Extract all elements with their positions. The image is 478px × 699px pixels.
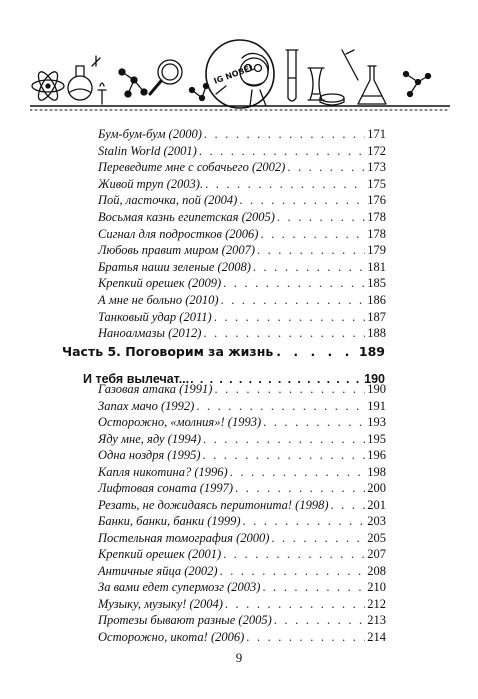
entry-title: А мне не больно (2010) [98,293,219,307]
hourglass-icon [308,68,324,100]
pipette-icon [342,50,358,80]
toc-entry [98,481,386,496]
entry-title: Сигнал для подростков (2006) [98,226,259,241]
toc-entry [98,613,386,628]
entry-title: Крепкий орешек (2009) [98,276,222,291]
toc-entry [98,514,386,529]
toc-entry [98,465,386,480]
entry-title: Осторожно, икота! (2006) [98,629,245,644]
entry-title: Stalin World (2001) [98,143,197,158]
atom-icon [32,69,64,103]
toc-entry [98,399,386,414]
entry-page: 171 [367,127,386,141]
entry-title: Крепкий орешек (2001) [98,547,222,561]
molecule-right-icon [404,72,431,97]
entry-title: Банки, банки, банки (1999) [98,514,241,528]
leader-dots [253,260,365,275]
molecule-small-icon [190,84,209,101]
toc-entry [98,326,386,341]
entry-title: Пой, ласточка, пой (2004) [98,193,238,208]
entry-page: 200 [367,481,386,495]
leader-dots [287,160,365,175]
entry-title: Восьмая казнь египетская (2005) [98,210,275,224]
leader-dots [230,465,366,480]
entry-page: 205 [367,530,386,545]
leader-dots [239,193,365,208]
entry-title: Резать, не дожидаясь перитонита! (1998) [98,497,329,512]
entry-title: Античные яйца (2002) [98,563,218,578]
entry-page: 181 [367,259,386,274]
entry-title: Братья наши зеленые (2008) [98,259,251,274]
leader-dots [257,243,365,258]
entry-page: 214 [367,629,386,644]
leader-dots [235,481,365,496]
entry-page: 198 [367,464,386,479]
part-heading [62,344,385,359]
entry-page: 185 [367,276,386,291]
toc-entry [98,531,386,546]
entry-title: Постельная томография (2000) [98,530,270,545]
header-illustration [30,28,450,120]
toc-entry [98,597,386,612]
leader-dots [203,432,365,447]
toc-entry [98,580,386,595]
entry-title: Одна ноздря (1995) [98,448,201,462]
toc-entry [98,293,386,308]
entry-page: 178 [367,210,386,224]
toc-entry [98,193,386,208]
entry-title: Яду мне, яду (1994) [98,431,201,446]
entry-page: 201 [367,497,386,512]
leader-dots [220,564,366,579]
toc-entry [98,210,386,225]
leader-dots [263,415,365,430]
leader-dots [203,326,365,341]
entry-page: 179 [367,243,386,258]
toc-entry [98,177,386,192]
entry-title: Осторожно, «молния»! (1993) [98,415,262,429]
entry-page: 172 [367,143,386,158]
entry-title: Газовая атака (1991) [98,382,213,396]
entry-page: 187 [367,309,386,324]
entry-page: 207 [367,547,386,561]
entry-page: 213 [367,613,386,627]
toc-entry [98,243,386,258]
entry-page: 196 [367,448,386,462]
leader-dots [214,310,366,325]
entry-title: Переведите мне с собачьего (2002) [98,160,286,175]
toc-entry [98,415,386,430]
toc-entry [98,448,386,463]
magnifier-icon [150,60,182,94]
round-flask-icon [68,56,106,104]
toc-entry [98,276,386,291]
leader-dots [271,531,365,546]
entry-title: Лифтовая соната (1997) [98,481,234,495]
entry-title: Живой труп (2003). [98,176,204,191]
leader-dots [204,127,365,142]
section-heading [83,372,385,386]
conical-flask-icon [358,66,386,104]
entry-page: 173 [367,160,386,175]
entry-title: Музыку, музыку! (2004) [98,596,223,611]
page-number: 9 [235,650,243,665]
entry-page: 190 [367,382,386,396]
entry-page: 195 [367,431,386,446]
leader-dots [221,293,366,308]
entry-page: 188 [367,326,386,341]
leader-dots [277,210,365,225]
leader-dots [196,399,365,414]
leader-dots [260,227,365,242]
entry-page: 212 [367,596,386,611]
entry-page: 191 [367,398,386,413]
leader-dots [199,144,365,159]
leader-dots [274,613,365,628]
toc-entry [98,432,386,447]
entry-page: 203 [367,514,386,528]
section-page: 190 [364,372,385,386]
molecule-icon [119,69,147,97]
entry-page: 176 [367,193,386,208]
entry-title: Протезы бывают разные (2005) [98,613,272,627]
leader-dots [246,630,365,645]
entry-title: Капля никотина? (1996) [98,464,228,479]
toc-entry [98,547,386,562]
leader-dots [331,498,366,513]
toc-entry [98,498,386,513]
entry-page: 175 [367,176,386,191]
entry-title: Запах мачо (1992) [98,398,195,413]
toc-entry [98,227,386,242]
toc-entry [98,630,386,645]
entry-title: За вами едет супермозг (2003) [98,580,261,594]
leader-dots [225,597,365,612]
entry-title: Любовь правит миром (2007) [98,243,255,258]
leader-dots [223,547,365,562]
entry-page: 210 [367,580,386,594]
toc-entry [98,564,386,579]
entry-page: 186 [367,293,386,307]
leader-dots [243,514,366,529]
section-title: И тебя вылечат... [83,372,190,386]
toc-entry [98,260,386,275]
toc-entry [98,144,386,159]
entry-title: Танковый удар (2011) [98,309,212,324]
entry-page: 193 [367,415,386,429]
leader-dots [276,344,356,359]
part-title: Часть 5. Поговорим за жизнь [62,344,274,359]
leader-dots [190,372,363,386]
toc-entry [98,127,386,142]
leader-dots [203,448,366,463]
entry-title: Бум-бум-бум (2000) [98,127,202,141]
ig-nobel-logo-text: IG NOBEL [212,62,256,86]
entry-title: Наноалмазы (2012) [98,326,202,341]
leader-dots [223,276,365,291]
entry-page: 178 [367,226,386,241]
part-page: 189 [358,344,385,359]
leader-dots [262,580,365,595]
toc-entry [98,310,386,325]
toc-entry [98,160,386,175]
test-tube-icon [286,50,298,101]
leader-dots [205,177,365,192]
entry-page: 208 [367,563,386,578]
